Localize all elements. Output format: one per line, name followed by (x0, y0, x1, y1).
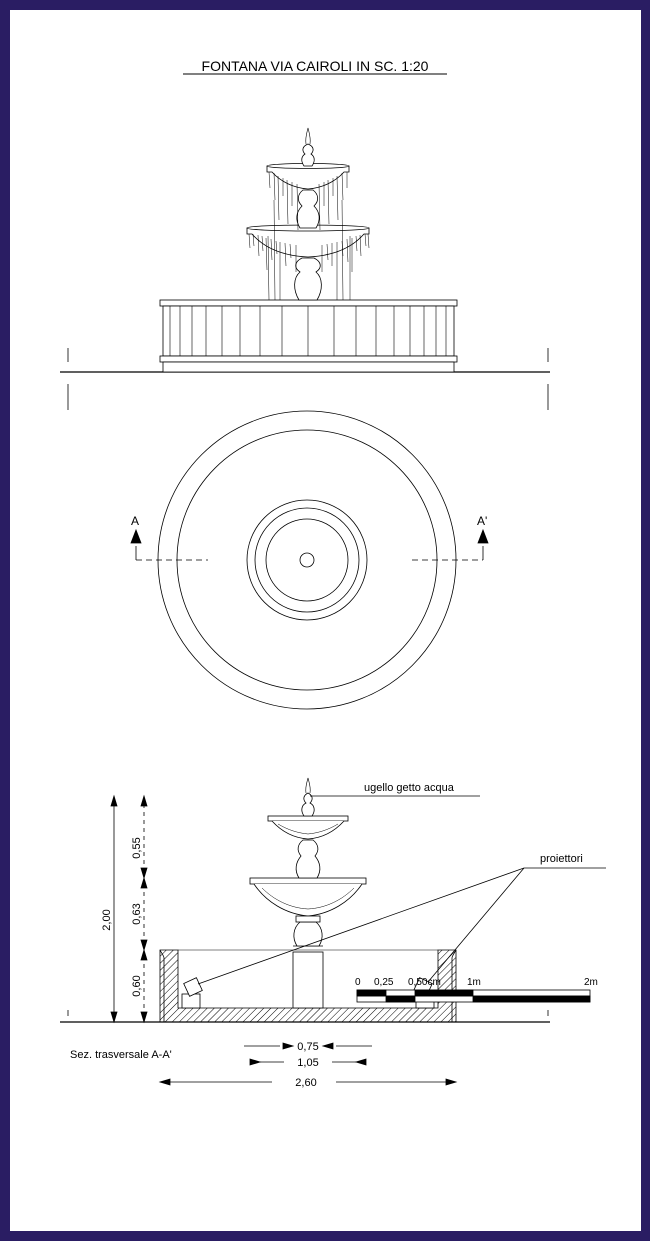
drawing-sheet (10, 10, 641, 1231)
projectors-label: proiettori (540, 853, 583, 865)
dim-upper: 0,55 (131, 837, 143, 859)
scale-label-2m: 2m (584, 977, 598, 988)
section-view (60, 778, 606, 1085)
nozzle-label: ugello getto acqua (364, 782, 454, 794)
scale-label-050: 0,50cm (408, 977, 441, 988)
scale-bar (357, 990, 590, 1002)
dim-lower: 0,60 (131, 975, 143, 997)
dim-basin: 1,05 (297, 1057, 319, 1069)
section-mark-left: A (131, 514, 140, 528)
technical-drawing (10, 10, 641, 1231)
dim-column: 0,75 (297, 1041, 319, 1053)
section-mark-right: A' (477, 514, 488, 528)
projector-left (182, 978, 202, 1008)
dim-total-height: 2,00 (101, 909, 113, 931)
dim-middle: 0,63 (131, 903, 143, 925)
scale-label-1m: 1m (467, 977, 481, 988)
dim-pool: 2,60 (295, 1077, 317, 1089)
drawing-title: FONTANA VIA CAIROLI IN SC. 1:20 (201, 58, 429, 74)
scale-label-0: 0 (355, 977, 361, 988)
scale-label-025: 0,25 (374, 977, 394, 988)
plan-view (131, 411, 488, 709)
elevation-view (60, 128, 550, 410)
section-caption: Sez. trasversale A-A' (70, 1049, 172, 1061)
